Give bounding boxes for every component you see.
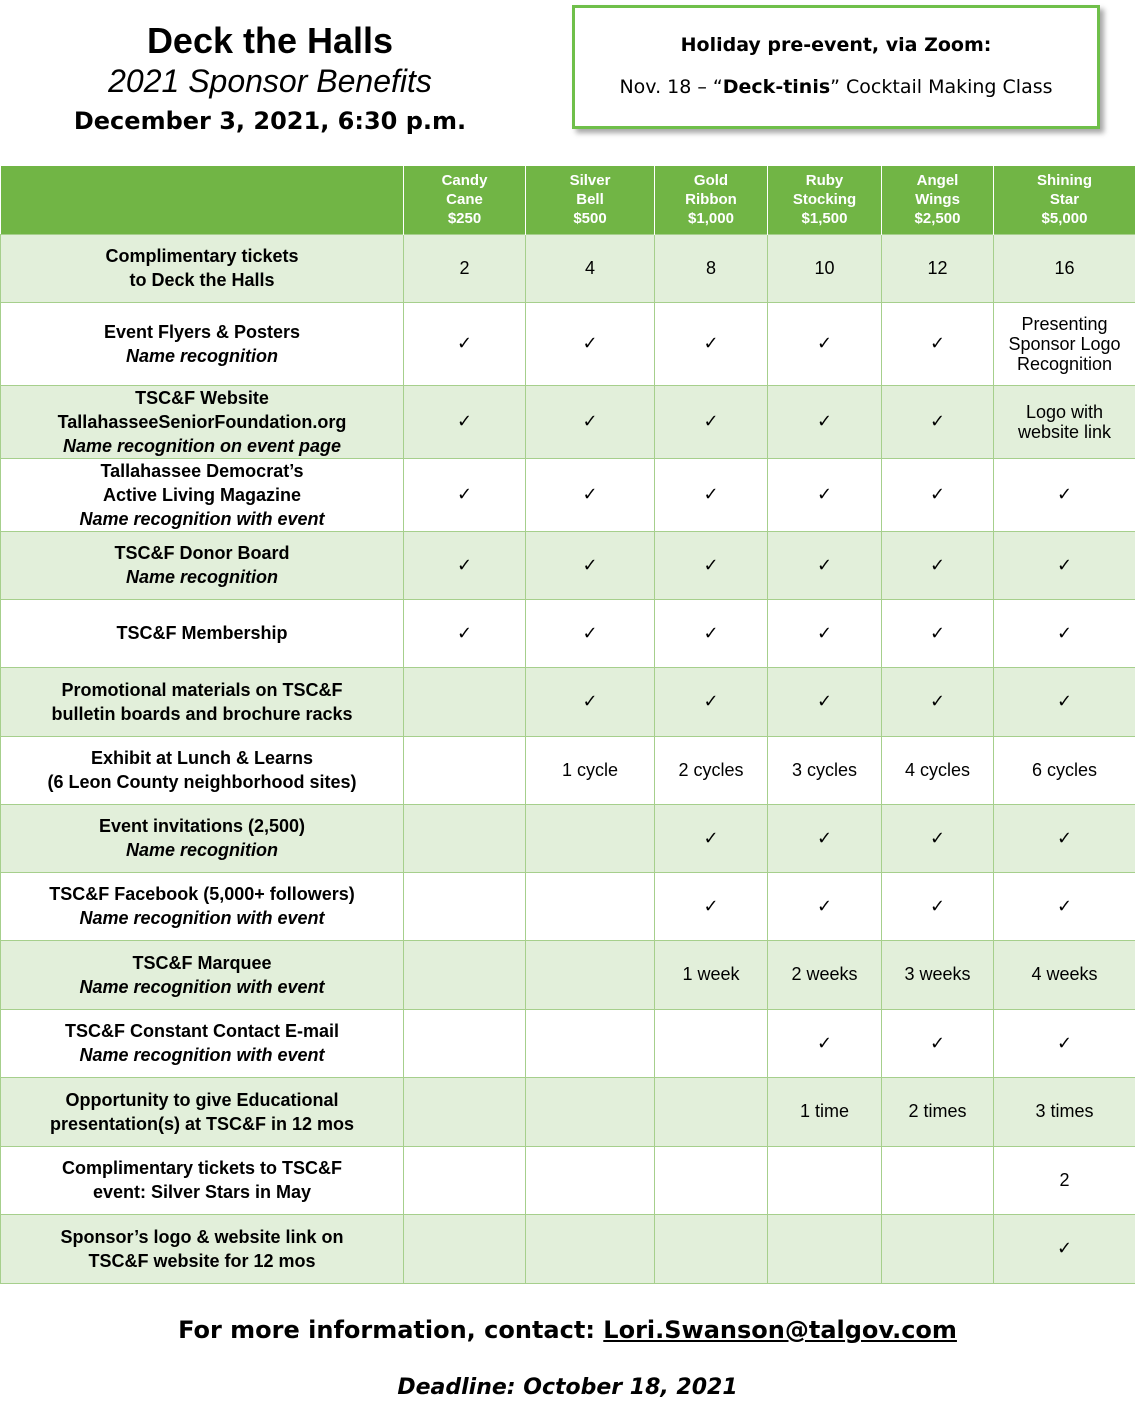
benefit-sublabel: Name recognition with event xyxy=(79,508,325,529)
benefit-label-line: Promotional materials on TSC&F xyxy=(61,679,343,700)
checkmark-icon: ✓ xyxy=(526,385,655,458)
event-subtitle: 2021 Sponsor Benefits xyxy=(108,63,432,99)
benefit-value: 4 weeks xyxy=(994,940,1135,1009)
benefit-value: 6 cycles xyxy=(994,736,1135,804)
checkmark-icon: ✓ xyxy=(768,599,882,667)
tier-name2: Ribbon xyxy=(685,191,737,209)
tier-header-1 xyxy=(526,166,655,234)
benefit-label-line: TSC&F Donor Board xyxy=(114,543,290,563)
benefit-label xyxy=(1,736,404,804)
checkmark-icon: ✓ xyxy=(994,1009,1135,1077)
benefit-value xyxy=(526,1009,655,1077)
checkmark-icon: ✓ xyxy=(655,599,768,667)
benefit-label-line: TSC&F Marquee xyxy=(132,952,272,973)
benefit-note: Presenting Sponsor Logo Recognition xyxy=(994,302,1135,385)
benefit-column-header xyxy=(1,166,404,234)
checkmark-icon: ✓ xyxy=(882,385,994,458)
benefit-value xyxy=(526,872,655,940)
benefit-value: 1 week xyxy=(655,940,768,1009)
checkmark-icon: ✓ xyxy=(768,531,882,599)
checkmark-icon: ✓ xyxy=(882,667,994,736)
tier-name2: Star xyxy=(1049,191,1080,209)
benefit-value xyxy=(526,1214,655,1283)
benefit-label-line: presentation(s) at TSC&F in 12 mos xyxy=(49,1113,355,1134)
benefit-row xyxy=(1,599,1135,667)
benefit-label-line: (6 Leon County neighborhood sites) xyxy=(47,772,357,792)
sponsor-benefits-table xyxy=(0,166,1135,1284)
tier-name1: Shining xyxy=(1037,172,1092,190)
benefit-value xyxy=(404,1009,526,1077)
checkmark-icon: ✓ xyxy=(768,458,882,531)
deadline: Deadline: October 18, 2021 xyxy=(397,1375,738,1400)
benefit-row xyxy=(1,385,1135,458)
benefit-value xyxy=(404,872,526,940)
benefit-label xyxy=(1,872,404,940)
benefit-label-line: TSC&F Website xyxy=(135,387,269,408)
tier-price: $500 xyxy=(573,210,607,228)
benefit-label-line: Event invitations (2,500) xyxy=(98,816,306,836)
checkmark-icon: ✓ xyxy=(994,458,1135,531)
checkmark-icon: ✓ xyxy=(655,302,768,385)
checkmark-icon: ✓ xyxy=(404,531,526,599)
checkmark-icon: ✓ xyxy=(526,302,655,385)
tier-name2: Cane xyxy=(446,191,483,209)
benefit-label xyxy=(1,1146,404,1214)
benefit-note: Logo with website link xyxy=(994,385,1135,458)
benefit-row xyxy=(1,1009,1135,1077)
benefit-value xyxy=(768,1146,882,1214)
benefit-label-line: TSC&F Constant Contact E-mail xyxy=(64,1021,339,1041)
benefit-sublabel: Name recognition xyxy=(125,840,279,860)
benefit-value xyxy=(882,1146,994,1214)
tier-header-2 xyxy=(655,166,768,234)
benefit-label-line: to Deck the Halls xyxy=(129,270,275,290)
checkmark-icon: ✓ xyxy=(994,599,1135,667)
benefit-label xyxy=(1,458,404,531)
checkmark-icon: ✓ xyxy=(882,531,994,599)
checkmark-icon: ✓ xyxy=(994,1214,1135,1283)
benefit-label-line: TSC&F Facebook (5,000+ followers) xyxy=(49,884,355,904)
benefit-row xyxy=(1,872,1135,940)
checkmark-icon: ✓ xyxy=(655,458,768,531)
benefit-value: 3 weeks xyxy=(882,940,994,1009)
benefit-sublabel: Name recognition on event page xyxy=(62,435,342,456)
benefit-label xyxy=(1,234,404,302)
benefit-row xyxy=(1,302,1135,385)
tier-header-5 xyxy=(994,166,1135,234)
benefit-label xyxy=(1,1214,404,1283)
benefit-label-line: Complimentary tickets xyxy=(105,246,299,266)
benefit-label xyxy=(1,940,404,1009)
pre-event-bold: Deck-tinis xyxy=(722,76,831,98)
benefit-row xyxy=(1,1146,1135,1214)
benefit-label-line: Event Flyers & Posters xyxy=(103,321,301,342)
tier-name1: Candy xyxy=(441,172,488,190)
benefit-row xyxy=(1,1214,1135,1283)
benefit-row xyxy=(1,667,1135,736)
checkmark-icon: ✓ xyxy=(882,1009,994,1077)
checkmark-icon: ✓ xyxy=(994,667,1135,736)
pre-event-title: Holiday pre-event, via Zoom: xyxy=(680,34,992,56)
checkmark-icon: ✓ xyxy=(768,1009,882,1077)
benefit-label xyxy=(1,302,404,385)
benefit-value xyxy=(526,1146,655,1214)
benefit-label-line: Sponsor’s logo & website link on xyxy=(60,1226,344,1247)
benefit-row xyxy=(1,458,1135,531)
checkmark-icon: ✓ xyxy=(404,385,526,458)
benefit-value: 2 weeks xyxy=(768,940,882,1009)
benefit-label-line: TallahasseeSeniorFoundation.org xyxy=(57,411,347,432)
benefit-value xyxy=(655,1146,768,1214)
tier-name2: Wings xyxy=(915,191,960,209)
benefit-label-line: bulletin boards and brochure racks xyxy=(51,703,353,724)
benefit-value xyxy=(404,940,526,1009)
tier-name1: Ruby xyxy=(805,172,844,190)
benefit-sublabel: Name recognition with event xyxy=(79,976,325,997)
pre-event-text xyxy=(575,76,1097,98)
checkmark-icon: ✓ xyxy=(526,531,655,599)
benefit-label-line: Active Living Magazine xyxy=(102,484,302,505)
checkmark-icon: ✓ xyxy=(404,458,526,531)
checkmark-icon: ✓ xyxy=(882,804,994,872)
checkmark-icon: ✓ xyxy=(404,599,526,667)
benefit-value: 1 cycle xyxy=(526,736,655,804)
benefit-label xyxy=(1,804,404,872)
checkmark-icon: ✓ xyxy=(768,872,882,940)
benefit-value: 12 xyxy=(882,234,994,302)
benefit-row xyxy=(1,531,1135,599)
benefit-label xyxy=(1,1009,404,1077)
tier-price: $2,500 xyxy=(914,210,961,228)
tier-header-3 xyxy=(768,166,882,234)
benefit-value: 4 xyxy=(526,234,655,302)
checkmark-icon: ✓ xyxy=(655,872,768,940)
benefit-value: 4 cycles xyxy=(882,736,994,804)
pre-event-box xyxy=(572,5,1100,129)
checkmark-icon: ✓ xyxy=(768,385,882,458)
benefit-rows xyxy=(1,234,1135,1283)
benefit-value xyxy=(526,804,655,872)
benefit-value xyxy=(655,1009,768,1077)
checkmark-icon: ✓ xyxy=(882,302,994,385)
contact-line xyxy=(0,1316,1135,1344)
benefit-label-line: TSC&F website for 12 mos xyxy=(88,1250,316,1271)
checkmark-icon: ✓ xyxy=(994,872,1135,940)
benefit-label xyxy=(1,1077,404,1146)
benefit-sublabel: Name recognition xyxy=(125,567,279,587)
benefit-value: 1 time xyxy=(768,1077,882,1146)
checkmark-icon: ✓ xyxy=(526,667,655,736)
benefit-label-line: Exhibit at Lunch & Learns xyxy=(90,748,314,768)
benefit-value xyxy=(404,736,526,804)
benefit-value: 16 xyxy=(994,234,1135,302)
benefit-value xyxy=(768,1214,882,1283)
tier-header-4 xyxy=(882,166,994,234)
tier-name1: Angel xyxy=(916,172,959,190)
benefit-label xyxy=(1,531,404,599)
benefit-value: 2 cycles xyxy=(655,736,768,804)
tier-price: $5,000 xyxy=(1041,210,1088,228)
benefit-value: 8 xyxy=(655,234,768,302)
contact-email-link[interactable]: Lori.Swanson@talgov.com xyxy=(603,1316,957,1344)
benefit-value xyxy=(882,1214,994,1283)
benefit-label xyxy=(1,667,404,736)
benefit-row xyxy=(1,804,1135,872)
checkmark-icon: ✓ xyxy=(655,531,768,599)
checkmark-icon: ✓ xyxy=(768,804,882,872)
benefit-value xyxy=(404,1077,526,1146)
benefit-value xyxy=(655,1214,768,1283)
pre-event-suffix: ” Cocktail Making Class xyxy=(830,76,1053,98)
benefit-value xyxy=(404,804,526,872)
benefit-value xyxy=(404,667,526,736)
tier-header-row xyxy=(1,166,1135,234)
benefit-value: 2 times xyxy=(882,1077,994,1146)
benefit-value xyxy=(404,1214,526,1283)
event-title: Deck the Halls xyxy=(146,20,394,61)
benefit-value: 3 times xyxy=(994,1077,1135,1146)
benefit-value: 2 xyxy=(404,234,526,302)
checkmark-icon: ✓ xyxy=(655,667,768,736)
tier-name2: Stocking xyxy=(792,191,857,209)
benefit-row xyxy=(1,1077,1135,1146)
tier-name1: Silver xyxy=(569,172,611,190)
tier-price: $250 xyxy=(447,210,482,228)
tier-price: $1,500 xyxy=(801,210,848,228)
checkmark-icon: ✓ xyxy=(994,531,1135,599)
benefit-value: 10 xyxy=(768,234,882,302)
benefit-row xyxy=(1,234,1135,302)
benefit-label xyxy=(1,599,404,667)
contact-label: For more information, contact: xyxy=(178,1316,604,1344)
tier-name2: Bell xyxy=(576,191,604,209)
checkmark-icon: ✓ xyxy=(655,804,768,872)
benefit-value xyxy=(526,1077,655,1146)
checkmark-icon: ✓ xyxy=(655,385,768,458)
benefit-label-line: Complimentary tickets to TSC&F xyxy=(61,1158,343,1178)
benefit-label xyxy=(1,385,404,458)
benefit-label-line: TSC&F Membership xyxy=(116,623,288,643)
benefit-label-line: event: Silver Stars in May xyxy=(92,1182,312,1202)
tier-header-0 xyxy=(404,166,526,234)
benefit-value xyxy=(655,1077,768,1146)
benefit-sublabel: Name recognition with event xyxy=(79,1045,325,1065)
checkmark-icon: ✓ xyxy=(882,599,994,667)
benefit-value xyxy=(526,940,655,1009)
checkmark-icon: ✓ xyxy=(994,804,1135,872)
benefit-value xyxy=(404,1146,526,1214)
benefit-sublabel: Name recognition with event xyxy=(79,908,325,928)
benefit-row xyxy=(1,736,1135,804)
benefit-row xyxy=(1,940,1135,1009)
benefit-sublabel: Name recognition xyxy=(125,345,279,366)
benefit-label-line: Tallahassee Democrat’s xyxy=(100,460,304,481)
checkmark-icon: ✓ xyxy=(882,872,994,940)
checkmark-icon: ✓ xyxy=(882,458,994,531)
pre-event-prefix: Nov. 18 – “ xyxy=(619,76,723,98)
benefit-value: 2 xyxy=(994,1146,1135,1214)
tier-price: $1,000 xyxy=(688,210,734,228)
event-date: December 3, 2021, 6:30 p.m. xyxy=(73,107,467,135)
checkmark-icon: ✓ xyxy=(526,458,655,531)
benefit-value: 3 cycles xyxy=(768,736,882,804)
benefit-label-line: Opportunity to give Educational xyxy=(65,1089,339,1110)
checkmark-icon: ✓ xyxy=(768,667,882,736)
checkmark-icon: ✓ xyxy=(526,599,655,667)
checkmark-icon: ✓ xyxy=(404,302,526,385)
checkmark-icon: ✓ xyxy=(768,302,882,385)
event-header xyxy=(60,20,480,138)
tier-name1: Gold xyxy=(693,172,729,190)
